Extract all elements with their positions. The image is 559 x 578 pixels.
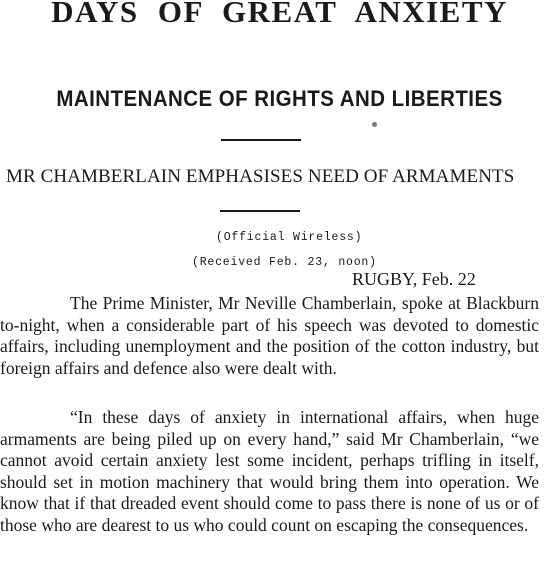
body-paragraph: The Prime Minister, Mr Neville Chamberlain, spoke at Blackburn to-night, when a considerable part of his speech was devoted to domestic affairs, including unemployment and the position of the cotton industry, but foreign affairs and defence also were dealt with. [0,293,539,378]
divider-rule [220,210,300,212]
body-paragraph: “In these days of anxiety in international affairs, when huge armaments are being piled up on every hand,” said Mr Chamberlain, “we cannot avoid certain anxiety lest some incident, perhaps trifling in itself, should set in motion machinery that would bring them into operation. We know that if that dreaded event should come to pass there is none of us or of those who are dearest to us who could count on escaping the consequences. [0,407,539,535]
received-credit: (Received Feb. 23, noon) [192,256,377,269]
divider-rule [221,139,301,141]
third-headline: MR CHAMBERLAIN EMPHASISES NEED OF ARMAMENTS [6,166,515,187]
wire-credit: (Official Wireless) [216,231,363,244]
sub-headline: MAINTENANCE OF RIGHTS AND LIBERTIES [56,86,503,111]
print-speck [372,122,377,127]
dateline: RUGBY, Feb. 22 [352,269,476,289]
main-headline: DAYS OF GREAT ANXIETY [51,0,508,29]
